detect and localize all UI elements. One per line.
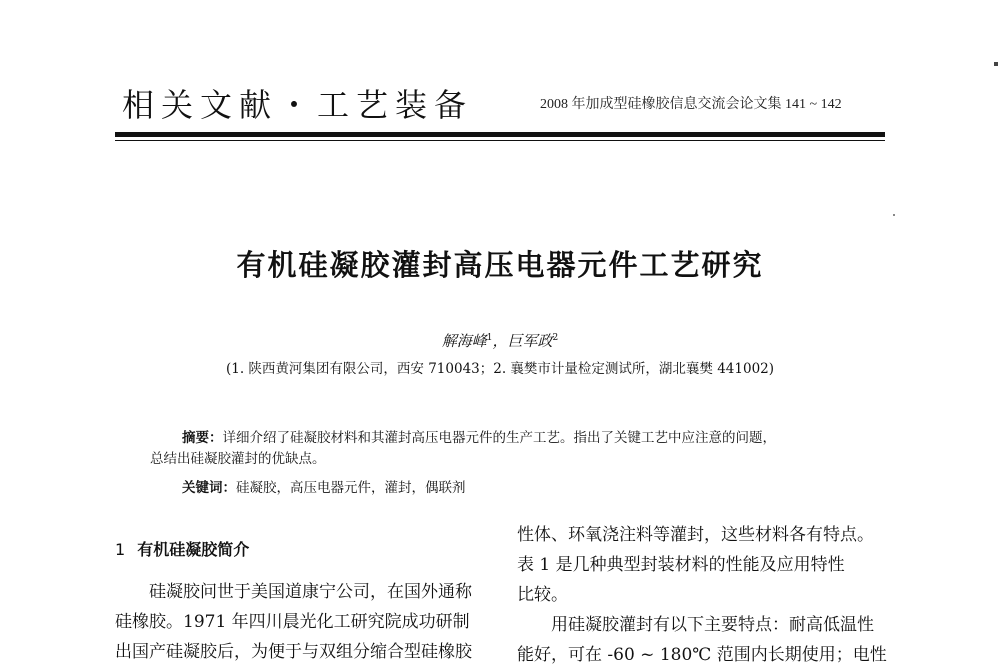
header-rule-thick [115,132,885,137]
author-name: 解海峰 [441,332,487,350]
left-column [115,537,485,667]
body-line: 硅凝胶问世于美国道康宁公司，在国外通称 [149,582,472,602]
paper-title: 有机硅凝胶灌封高压电器元件工艺研究 [236,248,764,282]
abstract-label: 摘要： [182,430,223,446]
keywords [182,476,872,496]
body-line: 用硅凝胶灌封有以下主要特点：耐高低温性 [551,615,874,635]
right-column [517,520,887,670]
body-paragraph [115,577,485,667]
header-rule-thin [115,140,885,141]
section-number: 1 [115,540,126,559]
section-title: 有机硅凝胶简介 [137,540,250,559]
body-line: 性体、环氧浇注料等灌封，这些材料各有特点。 [517,525,874,545]
author-line [0,330,1000,351]
scan-speck [893,214,895,216]
body-line: 出国产硅凝胶后，为便于与双组分缩合型硅橡胶 [115,642,472,662]
header-citation: 2008 年加成型硅橡胶信息交流会论文集 141 ~ 142 [540,97,842,112]
keywords-label: 关键词： [182,480,236,496]
header-section-label: 相关文献・工艺装备 [122,86,474,124]
author-superscript: 2 [552,333,559,343]
author-separator: ， [492,332,508,350]
abstract-text: 总结出硅凝胶灌封的优缺点。 [150,451,326,467]
abstract [150,428,870,470]
affiliation: (1. 陕西黄河集团有限公司，西安 710043；2. 襄樊市计量检定测试所，湖北襄樊 441002) [225,361,775,377]
section-heading [115,537,485,560]
body-line: 硅橡胶。1971 年四川晨光化工研究院成功研制 [115,612,470,632]
author-superscript: 1 [486,333,493,343]
abstract-text: 详细介绍了硅凝胶材料和其灌封高压电器元件的生产工艺。指出了关键工艺中应注意的问题， [222,430,776,446]
keywords-text: 硅凝胶，高压电器元件，灌封，偶联剂 [236,480,466,496]
body-line: 能好，可在 -60 ~ 180℃ 范围内长期使用；电性 [517,645,887,665]
scan-speck [994,62,998,66]
body-line: 比较。 [517,585,568,605]
author-name: 巨军政 [507,332,553,350]
body-line: 表 1 是几种典型封装材料的性能及应用特性 [517,555,845,575]
